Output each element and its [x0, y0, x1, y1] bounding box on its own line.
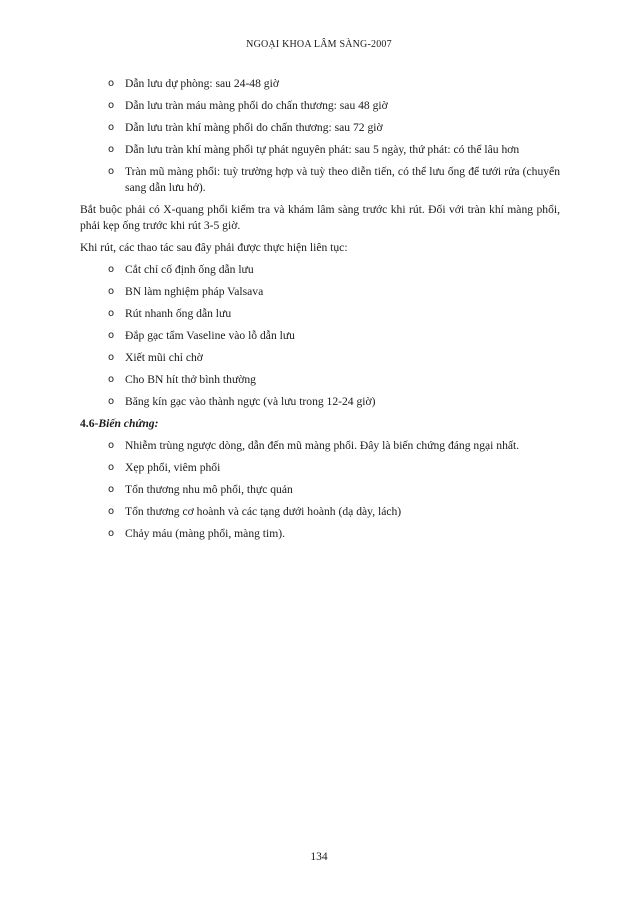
bullet-circle-icon: o: [108, 308, 115, 319]
bullet-circle-icon: o: [108, 122, 115, 133]
list-item: [80, 328, 560, 344]
list-item-text: Cho BN hít thở bình thường: [125, 373, 256, 386]
complications-list: [80, 438, 560, 542]
list-item: [80, 306, 560, 322]
bullet-circle-icon: o: [108, 484, 115, 495]
list-item: [80, 438, 560, 454]
list-item-text: Cắt chỉ cố định ống dẫn lưu: [125, 263, 254, 276]
bullet-circle-icon: o: [108, 78, 115, 89]
list-item-text: Xiết mũi chỉ chờ: [125, 351, 203, 364]
bullet-circle-icon: o: [108, 374, 115, 385]
list-item-text: BN làm nghiệm pháp Valsava: [125, 285, 264, 298]
list-item: [80, 372, 560, 388]
list-item-text: Chảy máu (màng phổi, màng tim).: [125, 527, 286, 540]
list-item: [80, 482, 560, 498]
list-item: [80, 120, 560, 136]
bullet-circle-icon: o: [108, 166, 115, 177]
list-item-text: Đắp gạc tẩm Vaseline vào lỗ dẫn lưu: [125, 329, 295, 342]
section-number: 4.6-: [80, 417, 99, 430]
list-item: [80, 284, 560, 300]
page-header: NGOẠI KHOA LÂM SÀNG-2007: [246, 39, 392, 50]
list-item: [80, 526, 560, 542]
bullet-circle-icon: o: [108, 462, 115, 473]
list-item-text: Tổn thương cơ hoành và các tạng dưới hoành (dạ dày, lách): [125, 505, 402, 518]
page-number: 134: [310, 851, 328, 863]
bullet-circle-icon: o: [108, 264, 115, 275]
removal-timing-list: [80, 76, 560, 196]
bullet-circle-icon: o: [108, 286, 115, 297]
list-item: [80, 460, 560, 476]
removal-steps-list: [80, 262, 560, 410]
section-heading: [80, 416, 560, 432]
list-item-text: Dẫn lưu dự phòng: sau 24-48 giờ: [125, 77, 279, 90]
list-item-text: Nhiễm trùng ngược dòng, dẫn đến mũ màng phổi. Đây là biến chứng đáng ngại nhất.: [125, 439, 520, 452]
bullet-circle-icon: o: [108, 440, 115, 451]
list-item-text: Rút nhanh ống dẫn lưu: [125, 307, 232, 320]
list-item: [80, 98, 560, 114]
list-item-text: Dẫn lưu tràn khí màng phổi tự phát nguyên phát: sau 5 ngày, thứ phát: có thể lâu hơn: [125, 143, 520, 156]
document-body: [80, 76, 560, 548]
list-item-text: Tràn mũ màng phổi: tuỳ trường hợp và tuỳ theo diễn tiến, có thể lưu ống để tưới rửa (chuyển sang dẫn lưu hở).: [125, 165, 560, 194]
bullet-circle-icon: o: [108, 330, 115, 341]
list-item-text: Dẫn lưu tràn khí màng phổi do chấn thương: sau 72 giờ: [125, 121, 383, 134]
bullet-circle-icon: o: [108, 396, 115, 407]
bullet-circle-icon: o: [108, 506, 115, 517]
bullet-circle-icon: o: [108, 100, 115, 111]
list-item: [80, 142, 560, 158]
paragraph-xray-check: Bắt buộc phải có X-quang phổi kiểm tra và khám lâm sàng trước khi rút. Đối với tràn khí màng phổi, phải kẹp ống trước khi rút 3-5 giờ.: [80, 203, 560, 232]
bullet-circle-icon: o: [108, 528, 115, 539]
list-item: [80, 350, 560, 366]
list-item-text: Băng kín gạc vào thành ngực (và lưu trong 12-24 giờ): [125, 395, 376, 408]
list-item-text: Xẹp phổi, viêm phổi: [125, 461, 221, 474]
list-item: [80, 504, 560, 520]
list-item-text: Dẫn lưu tràn máu màng phổi do chấn thương: sau 48 giờ: [125, 99, 388, 112]
paragraph-removal-steps-intro: Khi rút, các thao tác sau đây phải được thực hiện liên tục:: [80, 241, 348, 254]
list-item: [80, 76, 560, 92]
list-item: [80, 164, 560, 196]
list-item: [80, 394, 560, 410]
bullet-circle-icon: o: [108, 144, 115, 155]
section-title: Biến chứng:: [98, 417, 159, 430]
list-item: [80, 262, 560, 278]
bullet-circle-icon: o: [108, 352, 115, 363]
list-item-text: Tổn thương nhu mô phổi, thực quản: [125, 483, 293, 496]
